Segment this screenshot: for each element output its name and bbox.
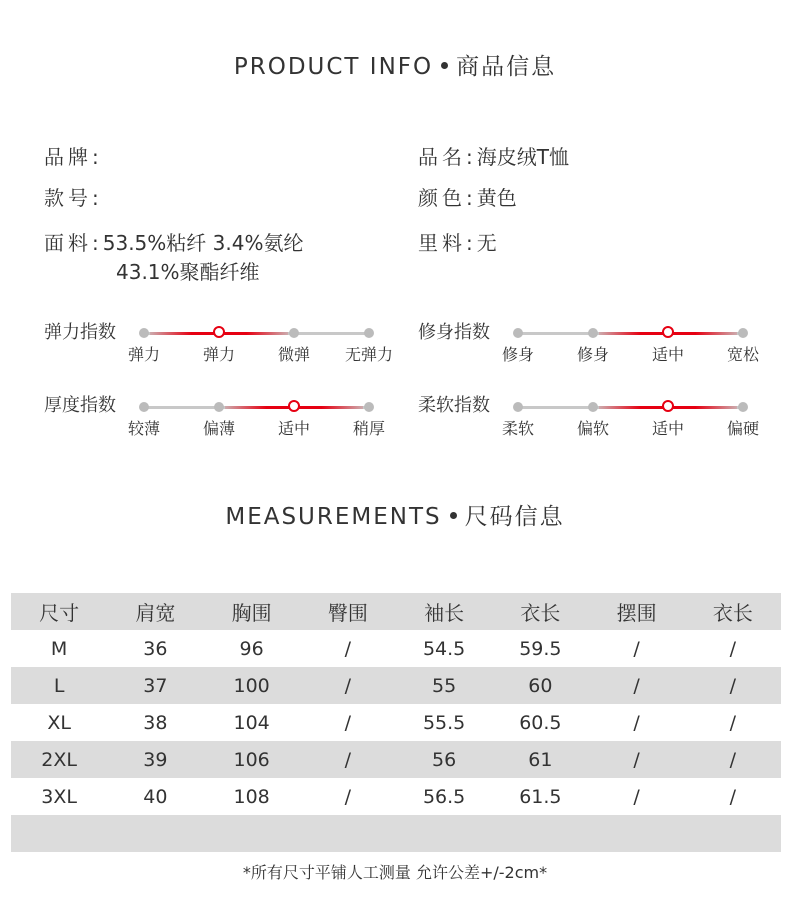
- table-row: [11, 667, 781, 704]
- fit-index-label: 修身指数: [418, 322, 490, 343]
- table-cell: M: [50, 637, 68, 660]
- name-field: [418, 141, 569, 170]
- scale-tick-label: 微弹: [277, 345, 311, 364]
- scale-tick-label: 无弹力: [344, 345, 394, 364]
- table-cell: /: [344, 748, 352, 771]
- header-cell: 尺寸: [39, 601, 80, 625]
- table-cell: 100: [233, 674, 270, 697]
- scale-point: [139, 402, 149, 412]
- softness-index-scale: [501, 396, 764, 438]
- thickness-index-label: 厚度指数: [44, 395, 116, 416]
- header-cell: 肩宽: [135, 601, 176, 625]
- table-cell: 40: [143, 785, 168, 808]
- elasticity-index-scale: [127, 322, 394, 364]
- table-cell: 59.5: [519, 637, 562, 660]
- table-cell: 56.5: [422, 785, 466, 808]
- table-cell: 38: [143, 711, 168, 734]
- scale-tick-label: 稍厚: [352, 419, 386, 438]
- table-cell: /: [729, 785, 737, 808]
- scale-point: [139, 328, 149, 338]
- softness-index-label: 柔软指数: [418, 395, 490, 416]
- table-cell: /: [344, 674, 352, 697]
- table-cell: 61: [528, 748, 553, 771]
- bullet-dot-icon: [441, 62, 448, 69]
- table-cell: 96: [239, 637, 264, 660]
- scale-tick-label: 较薄: [127, 419, 161, 438]
- scale-selected-marker: [288, 400, 300, 412]
- name-value: 海皮绒T恤: [476, 145, 569, 169]
- table-cell: 60: [528, 674, 553, 697]
- table-cell: 36: [143, 637, 168, 660]
- scale-point: [588, 402, 598, 412]
- fabric-field: [44, 227, 303, 256]
- table-cell: /: [729, 637, 737, 660]
- elasticity-index-label: 弹力指数: [44, 322, 116, 343]
- scale-point: [289, 328, 299, 338]
- measurements-title-cn: 尺码信息: [464, 504, 565, 530]
- scale-tick-label: 偏硬: [726, 419, 760, 438]
- brand-label: 品牌:: [44, 145, 103, 169]
- color-value: 黄色: [476, 186, 517, 210]
- scale-point: [738, 328, 748, 338]
- table-cell: /: [633, 785, 640, 808]
- scale-tick-label: 柔软: [501, 419, 535, 438]
- table-row: [11, 778, 781, 815]
- scale-tick-label: 适中: [277, 419, 311, 438]
- scale-point: [364, 402, 374, 412]
- lining-field: [418, 227, 497, 256]
- scale-tick-label: 弹力: [202, 345, 236, 364]
- table-cell: /: [344, 785, 352, 808]
- color-label: 颜色:: [418, 186, 477, 210]
- table-cell: XL: [47, 711, 71, 734]
- table-cell: /: [633, 637, 640, 660]
- table-cell: /: [729, 711, 737, 734]
- thickness-index-scale: [127, 396, 390, 438]
- table-row: [11, 704, 781, 741]
- product-info-title: [0, 48, 790, 81]
- table-cell: 55.5: [422, 711, 466, 734]
- style-field: [44, 182, 103, 211]
- color-field: [418, 182, 517, 211]
- scale-tick-label: 适中: [651, 345, 685, 364]
- style-label: 款号:: [44, 186, 103, 210]
- lining-value: 无: [476, 231, 497, 255]
- product-info-title-en: PRODUCT INFO: [233, 54, 434, 80]
- table-cell: 54.5: [422, 637, 466, 660]
- table-cell: 37: [143, 674, 168, 697]
- scale-tick-label: 修身: [501, 345, 535, 364]
- fit-index-scale: [501, 322, 764, 364]
- table-cell: 106: [233, 748, 270, 771]
- fabric-value-2: 43.1%聚酯纤维: [116, 260, 260, 284]
- table-cell: /: [344, 637, 352, 660]
- table-cell: 60.5: [519, 711, 562, 734]
- scale-point: [513, 402, 523, 412]
- table-cell: /: [633, 711, 640, 734]
- lining-label: 里料:: [418, 231, 477, 255]
- scale-selected-marker: [662, 326, 674, 338]
- header-cell: 袖长: [424, 601, 465, 625]
- table-cell: 56: [432, 748, 457, 771]
- fabric-value-1: 53.5%粘纤 3.4%氨纶: [102, 231, 304, 255]
- header-cell: 衣长: [712, 601, 753, 625]
- scale-point: [364, 328, 374, 338]
- table-row: [11, 741, 781, 778]
- scale-tick-label: 宽松: [726, 345, 760, 364]
- table-cell: /: [344, 711, 352, 734]
- table-cell: 108: [233, 785, 270, 808]
- scale-tick-label: 弹力: [127, 345, 161, 364]
- table-row-empty: [11, 815, 781, 852]
- brand-field: [44, 141, 103, 170]
- scale-point: [513, 328, 523, 338]
- table-cell: /: [633, 674, 640, 697]
- header-cell: 臀围: [327, 601, 368, 625]
- scale-point: [588, 328, 598, 338]
- scale-tick-label: 适中: [651, 419, 685, 438]
- table-cell: 61.5: [519, 785, 562, 808]
- size-table: [11, 593, 781, 852]
- table-cell: 104: [233, 711, 270, 734]
- table-cell: 39: [143, 748, 168, 771]
- measurement-note: *所有尺寸平铺人工测量 允许公差+/-2cm*: [242, 863, 548, 882]
- table-cell: /: [729, 748, 737, 771]
- name-label: 品名:: [418, 145, 477, 169]
- scale-tick-label: 偏薄: [202, 419, 236, 438]
- fabric-label: 面料:: [44, 231, 103, 255]
- header-cell: 摆围: [616, 601, 657, 625]
- scale-tick-label: 修身: [576, 345, 610, 364]
- scale-point: [214, 402, 224, 412]
- table-row: [11, 630, 781, 667]
- scale-selected-marker: [662, 400, 674, 412]
- table-cell: /: [633, 748, 640, 771]
- bullet-dot-icon: [450, 512, 457, 519]
- table-cell: 55: [432, 674, 457, 697]
- scale-selected-marker: [213, 326, 225, 338]
- table-cell: 3XL: [41, 785, 77, 808]
- scale-tick-label: 偏软: [576, 419, 610, 438]
- table-cell: L: [53, 674, 65, 697]
- header-cell: 胸围: [231, 601, 272, 625]
- product-info-title-cn: 商品信息: [456, 54, 557, 80]
- size-table-header-row: [11, 593, 781, 630]
- header-cell: 衣长: [520, 601, 561, 625]
- table-cell: /: [729, 674, 737, 697]
- measurements-title-en: MEASUREMENTS: [225, 504, 442, 530]
- table-cell: 2XL: [41, 748, 77, 771]
- scale-point: [738, 402, 748, 412]
- measurements-title: [0, 498, 790, 531]
